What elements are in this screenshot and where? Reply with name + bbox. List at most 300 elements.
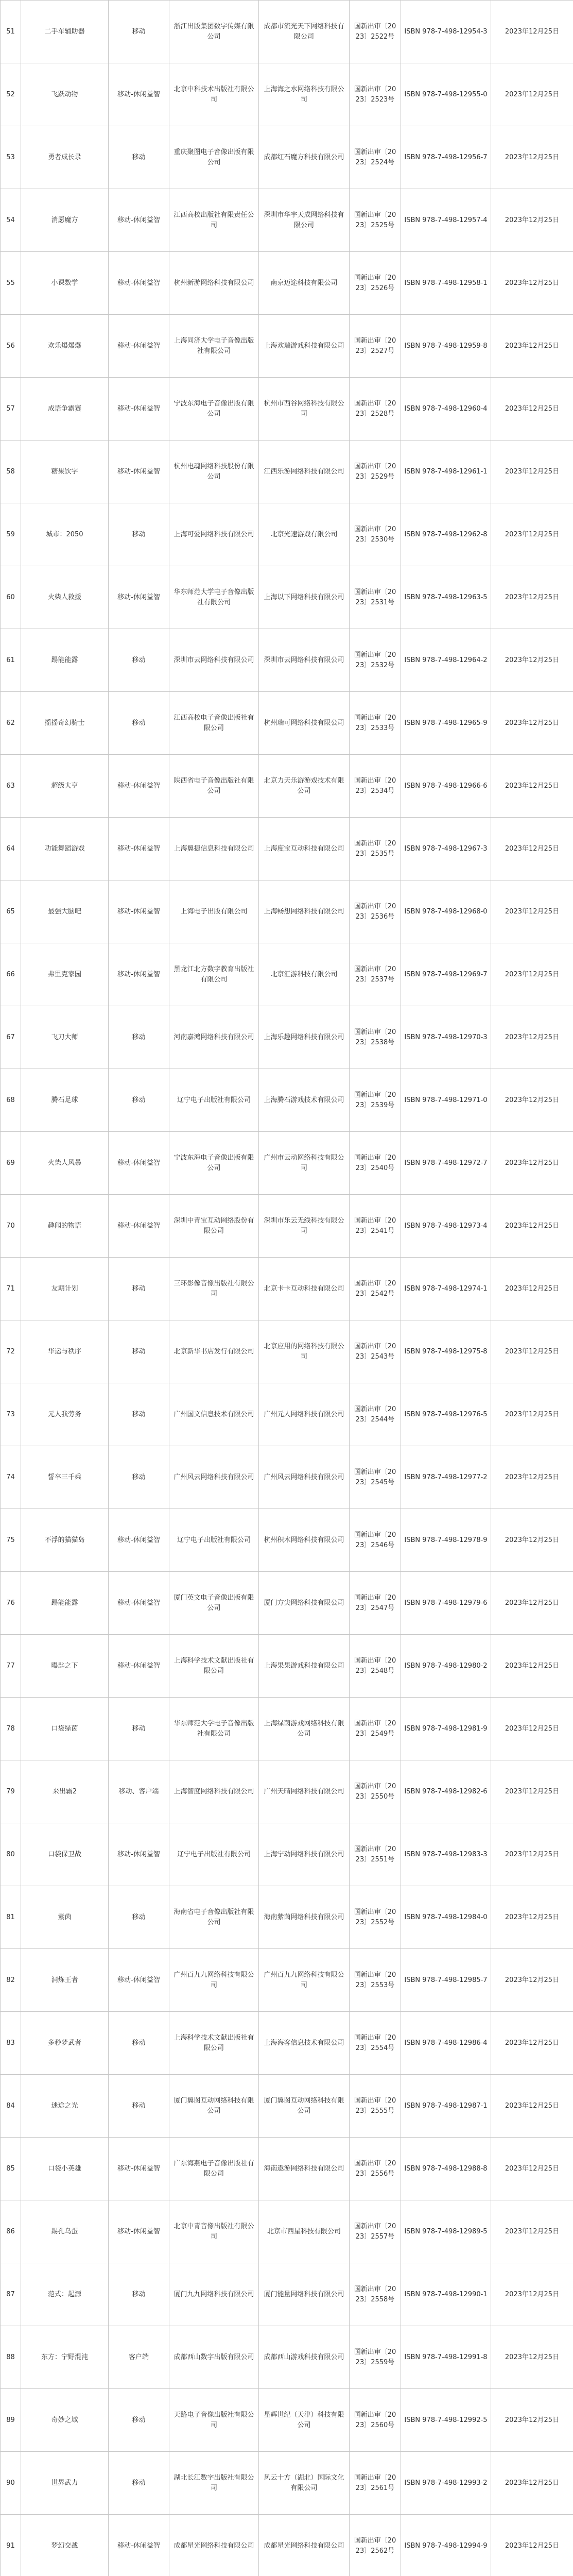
approval-date: 2023年12月25日 (491, 503, 573, 566)
game-type: 移动-休闲益智 (109, 943, 169, 1006)
publisher-name: 华东师范大学电子音像出版社有限公司 (169, 1698, 259, 1760)
publisher-name: 广东海燕电子音像出版社有限公司 (169, 2138, 259, 2200)
approval-number: 国新出审〔2023〕2555号 (350, 2075, 401, 2138)
row-index: 88 (1, 2326, 21, 2389)
approval-number: 国新出审〔2023〕2524号 (350, 126, 401, 189)
row-index: 63 (1, 755, 21, 818)
approval-number: 国新出审〔2023〕2533号 (350, 692, 401, 755)
game-name: 口袋小英雄 (21, 2138, 109, 2200)
row-index: 73 (1, 1383, 21, 1446)
publisher-name: 上海电子出版有限公司 (169, 880, 259, 943)
approval-number: 国新出审〔2023〕2536号 (350, 880, 401, 943)
approval-number: 国新出审〔2023〕2551号 (350, 1823, 401, 1886)
row-index: 64 (1, 818, 21, 880)
game-type: 移动-休闲益智 (109, 755, 169, 818)
game-name: 城市：2050 (21, 503, 109, 566)
table-row (1, 1006, 573, 1069)
approval-number: 国新出审〔2023〕2560号 (350, 2389, 401, 2452)
operator-name: 江西乐游网络科技有限公司 (259, 440, 350, 503)
approval-date: 2023年12月25日 (491, 1320, 573, 1383)
isbn-number: ISBN 978-7-498-12984-0 (401, 1886, 491, 1949)
operator-name: 成都红石魔方科技有限公司 (259, 126, 350, 189)
publisher-name: 海南省电子音像出版社有限公司 (169, 1886, 259, 1949)
publisher-name: 广州百九九网络科技有限公司 (169, 1949, 259, 2012)
approval-number: 国新出审〔2023〕2532号 (350, 629, 401, 692)
approval-number: 国新出审〔2023〕2528号 (350, 378, 401, 440)
operator-name: 深圳市华宇天成网络科技有限公司 (259, 189, 350, 252)
game-type: 移动-休闲益智 (109, 1195, 169, 1258)
game-type: 移动-休闲益智 (109, 252, 169, 315)
approval-date: 2023年12月25日 (491, 1258, 573, 1320)
isbn-number: ISBN 978-7-498-12980-2 (401, 1635, 491, 1698)
game-name: 小课数学 (21, 252, 109, 315)
publisher-name: 杭州新游网络科技有限公司 (169, 252, 259, 315)
table-row (1, 1446, 573, 1509)
table-row (1, 1195, 573, 1258)
table-row (1, 566, 573, 629)
publisher-name: 上海科学技术文献出版社有限公司 (169, 1635, 259, 1698)
approval-date: 2023年12月25日 (491, 2200, 573, 2263)
game-name: 迷途之光 (21, 2075, 109, 2138)
game-name: 元人我劳务 (21, 1383, 109, 1446)
table-row (1, 1069, 573, 1132)
isbn-number: ISBN 978-7-498-12955-0 (401, 63, 491, 126)
operator-name: 广州天晴网络科技有限公司 (259, 1760, 350, 1823)
approval-number: 国新出审〔2023〕2548号 (350, 1635, 401, 1698)
isbn-number: ISBN 978-7-498-12985-7 (401, 1949, 491, 2012)
approval-date: 2023年12月25日 (491, 2138, 573, 2200)
table-row (1, 2012, 573, 2075)
approval-number: 国新出审〔2023〕2556号 (350, 2138, 401, 2200)
operator-name: 厦门能量网络科技有限公司 (259, 2263, 350, 2326)
approval-date: 2023年12月25日 (491, 2075, 573, 2138)
game-name: 口袋保卫战 (21, 1823, 109, 1886)
row-index: 87 (1, 2263, 21, 2326)
approval-number: 国新出审〔2023〕2531号 (350, 566, 401, 629)
game-type: 移动-休闲益智 (109, 566, 169, 629)
operator-name: 上海宁动网络科技有限公司 (259, 1823, 350, 1886)
game-name: 二手车辅助器 (21, 1, 109, 63)
game-type: 移动-休闲益智 (109, 880, 169, 943)
game-name: 火柴人救援 (21, 566, 109, 629)
publisher-name: 杭州电魂网络科技股份有限公司 (169, 440, 259, 503)
approval-date: 2023年12月25日 (491, 2515, 573, 2576)
game-type: 移动 (109, 1698, 169, 1760)
operator-name: 北京光速游戏有限公司 (259, 503, 350, 566)
game-type: 移动 (109, 2452, 169, 2515)
approval-date: 2023年12月25日 (491, 440, 573, 503)
game-type: 移动 (109, 1069, 169, 1132)
isbn-number: ISBN 978-7-498-12959-8 (401, 315, 491, 378)
table-row (1, 1760, 573, 1823)
game-name: 腾石足球 (21, 1069, 109, 1132)
approval-number: 国新出审〔2023〕2537号 (350, 943, 401, 1006)
isbn-number: ISBN 978-7-498-12970-3 (401, 1006, 491, 1069)
table-body (1, 1, 573, 2576)
row-index: 61 (1, 629, 21, 692)
game-type: 移动-休闲益智 (109, 2515, 169, 2576)
row-index: 82 (1, 1949, 21, 2012)
approval-date: 2023年12月25日 (491, 189, 573, 252)
table-row (1, 1258, 573, 1320)
game-type: 移动-休闲益智 (109, 315, 169, 378)
approval-date: 2023年12月25日 (491, 1635, 573, 1698)
operator-name: 北京市西星科技有限公司 (259, 2200, 350, 2263)
table-row (1, 126, 573, 189)
game-type: 移动-休闲益智 (109, 1823, 169, 1886)
approval-number: 国新出审〔2023〕2550号 (350, 1760, 401, 1823)
row-index: 89 (1, 2389, 21, 2452)
operator-name: 北京应用的网络科技有限公司 (259, 1320, 350, 1383)
game-name: 来出霸2 (21, 1760, 109, 1823)
operator-name: 北京卡卡互动科技有限公司 (259, 1258, 350, 1320)
isbn-number: ISBN 978-7-498-12972-7 (401, 1132, 491, 1195)
approval-number: 国新出审〔2023〕2558号 (350, 2263, 401, 2326)
publisher-name: 辽宁电子出版社有限公司 (169, 1509, 259, 1572)
approval-date: 2023年12月25日 (491, 1760, 573, 1823)
table-row (1, 2263, 573, 2326)
publisher-name: 厦门九九网络科技有限公司 (169, 2263, 259, 2326)
operator-name: 杭州积木网络科技有限公司 (259, 1509, 350, 1572)
row-index: 69 (1, 1132, 21, 1195)
game-name: 成语争霸赛 (21, 378, 109, 440)
game-name: 趣闻的物语 (21, 1195, 109, 1258)
table-row (1, 1383, 573, 1446)
table-row (1, 2326, 573, 2389)
publisher-name: 宁波东海电子音像出版有限公司 (169, 378, 259, 440)
table-row (1, 1949, 573, 2012)
approval-number: 国新出审〔2023〕2554号 (350, 2012, 401, 2075)
approval-number: 国新出审〔2023〕2544号 (350, 1383, 401, 1446)
isbn-number: ISBN 978-7-498-12990-1 (401, 2263, 491, 2326)
table-row (1, 2200, 573, 2263)
approval-date: 2023年12月25日 (491, 1886, 573, 1949)
publisher-name: 成都西山数字出版有限公司 (169, 2326, 259, 2389)
game-name: 火柴人风暴 (21, 1132, 109, 1195)
operator-name: 上海腾石游戏技术有限公司 (259, 1069, 350, 1132)
isbn-number: ISBN 978-7-498-12992-5 (401, 2389, 491, 2452)
row-index: 91 (1, 2515, 21, 2576)
operator-name: 海南遨游网络科技有限公司 (259, 2138, 350, 2200)
game-type: 移动-休闲益智 (109, 1635, 169, 1698)
game-type: 移动 (109, 1006, 169, 1069)
publisher-name: 上海同济大学电子音像出版社有限公司 (169, 315, 259, 378)
table-row (1, 755, 573, 818)
publisher-name: 河南嘉鸿网络科技有限公司 (169, 1006, 259, 1069)
row-index: 71 (1, 1258, 21, 1320)
publisher-name: 辽宁电子出版社有限公司 (169, 1823, 259, 1886)
operator-name: 上海度宝互动科技有限公司 (259, 818, 350, 880)
table-row (1, 1886, 573, 1949)
approval-number: 国新出审〔2023〕2547号 (350, 1572, 401, 1635)
approval-date: 2023年12月25日 (491, 1446, 573, 1509)
publisher-name: 浙江出版集团数字传媒有限公司 (169, 1, 259, 63)
row-index: 79 (1, 1760, 21, 1823)
table-row (1, 1635, 573, 1698)
operator-name: 厦门翼图互动网络科技有限公司 (259, 2075, 350, 2138)
approval-date: 2023年12月25日 (491, 1, 573, 63)
publisher-name: 广州风云网络科技有限公司 (169, 1446, 259, 1509)
game-type: 移动-休闲益智 (109, 1949, 169, 2012)
isbn-number: ISBN 978-7-498-12981-9 (401, 1698, 491, 1760)
isbn-number: ISBN 978-7-498-12975-8 (401, 1320, 491, 1383)
game-type: 客户端 (109, 2326, 169, 2389)
game-name: 洞炼王者 (21, 1949, 109, 2012)
publisher-name: 江西高校电子音像出版社有限公司 (169, 692, 259, 755)
approval-number: 国新出审〔2023〕2552号 (350, 1886, 401, 1949)
game-type: 移动 (109, 629, 169, 692)
row-index: 67 (1, 1006, 21, 1069)
isbn-number: ISBN 978-7-498-12991-8 (401, 2326, 491, 2389)
publisher-name: 深圳中青宝互动网络股份有限公司 (169, 1195, 259, 1258)
table-row (1, 692, 573, 755)
approval-number: 国新出审〔2023〕2529号 (350, 440, 401, 503)
isbn-number: ISBN 978-7-498-12983-3 (401, 1823, 491, 1886)
operator-name: 风云十方（湖北）国际文化有限公司 (259, 2452, 350, 2515)
approval-date: 2023年12月25日 (491, 566, 573, 629)
row-index: 85 (1, 2138, 21, 2200)
operator-name: 星辉世纪（天津）科技有限公司 (259, 2389, 350, 2452)
game-name: 消愿魔方 (21, 189, 109, 252)
publisher-name: 广州国文信息技术有限公司 (169, 1383, 259, 1446)
approval-number: 国新出审〔2023〕2538号 (350, 1006, 401, 1069)
publisher-name: 北京中青音像出版社有限公司 (169, 2200, 259, 2263)
approval-number: 国新出审〔2023〕2549号 (350, 1698, 401, 1760)
row-index: 90 (1, 2452, 21, 2515)
game-type: 移动 (109, 1320, 169, 1383)
game-type: 移动 (109, 2263, 169, 2326)
isbn-number: ISBN 978-7-498-12967-3 (401, 818, 491, 880)
game-name: 曝匙之下 (21, 1635, 109, 1698)
game-type: 移动 (109, 1, 169, 63)
approval-date: 2023年12月25日 (491, 378, 573, 440)
operator-name: 上海海之水网络科技有限公司 (259, 63, 350, 126)
game-type: 移动 (109, 1446, 169, 1509)
game-name: 踢孔乌蛋 (21, 2200, 109, 2263)
isbn-number: ISBN 978-7-498-12986-4 (401, 2012, 491, 2075)
operator-name: 广州风云网络科技有限公司 (259, 1446, 350, 1509)
game-name: 超级大亨 (21, 755, 109, 818)
publisher-name: 上海科学技术文献出版社有限公司 (169, 2012, 259, 2075)
row-index: 58 (1, 440, 21, 503)
approval-number: 国新出审〔2023〕2543号 (350, 1320, 401, 1383)
row-index: 78 (1, 1698, 21, 1760)
operator-name: 上海以下网络科技有限公司 (259, 566, 350, 629)
table-row (1, 2452, 573, 2515)
game-type: 移动-休闲益智 (109, 189, 169, 252)
approval-date: 2023年12月25日 (491, 1006, 573, 1069)
publisher-name: 深圳市云网络科技有限公司 (169, 629, 259, 692)
row-index: 55 (1, 252, 21, 315)
publisher-name: 上海智度网络科技有限公司 (169, 1760, 259, 1823)
approval-number: 国新出审〔2023〕2525号 (350, 189, 401, 252)
game-type: 移动-休闲益智 (109, 2200, 169, 2263)
row-index: 54 (1, 189, 21, 252)
table-row (1, 1509, 573, 1572)
row-index: 70 (1, 1195, 21, 1258)
table-row (1, 2138, 573, 2200)
approval-number: 国新出审〔2023〕2557号 (350, 2200, 401, 2263)
isbn-number: ISBN 978-7-498-12965-9 (401, 692, 491, 755)
row-index: 75 (1, 1509, 21, 1572)
publisher-name: 湖北长江数字出版社有限公司 (169, 2452, 259, 2515)
publisher-name: 华东师范大学电子音像出版社有限公司 (169, 566, 259, 629)
row-index: 86 (1, 2200, 21, 2263)
operator-name: 深圳市云网络科技有限公司 (259, 629, 350, 692)
table-row (1, 315, 573, 378)
publisher-name: 北京中科技术出版社有限公司 (169, 63, 259, 126)
game-name: 多秒梦武者 (21, 2012, 109, 2075)
game-name: 奇妙之域 (21, 2389, 109, 2452)
table-row (1, 880, 573, 943)
game-type: 移动-休闲益智 (109, 818, 169, 880)
isbn-number: ISBN 978-7-498-12982-6 (401, 1760, 491, 1823)
isbn-number: ISBN 978-7-498-12961-1 (401, 440, 491, 503)
isbn-number: ISBN 978-7-498-12987-1 (401, 2075, 491, 2138)
game-name: 最强大脑吧 (21, 880, 109, 943)
publisher-name: 三环影像音像出版社有限公司 (169, 1258, 259, 1320)
approval-number: 国新出审〔2023〕2561号 (350, 2452, 401, 2515)
operator-name: 广州市云动网络科技有限公司 (259, 1132, 350, 1195)
table-row (1, 1572, 573, 1635)
approval-date: 2023年12月25日 (491, 755, 573, 818)
approval-date: 2023年12月25日 (491, 252, 573, 315)
row-index: 76 (1, 1572, 21, 1635)
publisher-name: 辽宁电子出版社有限公司 (169, 1069, 259, 1132)
approval-date: 2023年12月25日 (491, 629, 573, 692)
approval-date: 2023年12月25日 (491, 2263, 573, 2326)
approval-date: 2023年12月25日 (491, 2452, 573, 2515)
publisher-name: 上海翼捷信息科技有限公司 (169, 818, 259, 880)
approval-date: 2023年12月25日 (491, 126, 573, 189)
row-index: 74 (1, 1446, 21, 1509)
game-name: 誓卒三千乘 (21, 1446, 109, 1509)
approval-number: 国新出审〔2023〕2527号 (350, 315, 401, 378)
game-name: 友期计划 (21, 1258, 109, 1320)
game-name: 世界武力 (21, 2452, 109, 2515)
game-type: 移动 (109, 1383, 169, 1446)
row-index: 81 (1, 1886, 21, 1949)
table-row (1, 1698, 573, 1760)
approval-date: 2023年12月25日 (491, 943, 573, 1006)
game-type: 移动-休闲益智 (109, 440, 169, 503)
game-name: 踢能能露 (21, 629, 109, 692)
row-index: 66 (1, 943, 21, 1006)
approval-date: 2023年12月25日 (491, 1698, 573, 1760)
approval-date: 2023年12月25日 (491, 1509, 573, 1572)
game-type: 移动 (109, 1886, 169, 1949)
table-row (1, 2075, 573, 2138)
operator-name: 广州百九九网络科技有限公司 (259, 1949, 350, 2012)
isbn-number: ISBN 978-7-498-12964-2 (401, 629, 491, 692)
game-name: 欢乐爆爆爆 (21, 315, 109, 378)
operator-name: 上海畅想网络科技有限公司 (259, 880, 350, 943)
isbn-number: ISBN 978-7-498-12960-4 (401, 378, 491, 440)
row-index: 65 (1, 880, 21, 943)
isbn-number: ISBN 978-7-498-12976-5 (401, 1383, 491, 1446)
isbn-number: ISBN 978-7-498-12968-0 (401, 880, 491, 943)
game-type: 移动 (109, 2012, 169, 2075)
operator-name: 杭州市西谷网络科技有限公司 (259, 378, 350, 440)
table-row (1, 503, 573, 566)
row-index: 83 (1, 2012, 21, 2075)
game-type: 移动 (109, 126, 169, 189)
operator-name: 上海绿茵游戏网络科技有限公司 (259, 1698, 350, 1760)
game-name: 糖果饮字 (21, 440, 109, 503)
approval-number: 国新出审〔2023〕2562号 (350, 2515, 401, 2576)
row-index: 77 (1, 1635, 21, 1698)
game-name: 范式：起源 (21, 2263, 109, 2326)
table-row (1, 1, 573, 63)
publisher-name: 天路电子音像出版社有限公司 (169, 2389, 259, 2452)
game-type: 移动-休闲益智 (109, 1509, 169, 1572)
isbn-number: ISBN 978-7-498-12962-8 (401, 503, 491, 566)
isbn-number: ISBN 978-7-498-12993-2 (401, 2452, 491, 2515)
game-type: 移动 (109, 692, 169, 755)
publisher-name: 陕西省电子音像出版社有限公司 (169, 755, 259, 818)
operator-name: 北京汇游科技有限公司 (259, 943, 350, 1006)
isbn-number: ISBN 978-7-498-12957-4 (401, 189, 491, 252)
game-name: 飞刀大师 (21, 1006, 109, 1069)
publisher-name: 江西高校出版社有限责任公司 (169, 189, 259, 252)
isbn-number: ISBN 978-7-498-12979-6 (401, 1572, 491, 1635)
isbn-number: ISBN 978-7-498-12978-9 (401, 1509, 491, 1572)
game-type: 移动-休闲益智 (109, 63, 169, 126)
operator-name: 海南紫茵网络科技有限公司 (259, 1886, 350, 1949)
isbn-number: ISBN 978-7-498-12963-5 (401, 566, 491, 629)
operator-name: 成都星光网络科技有限公司 (259, 2515, 350, 2576)
game-type: 移动-休闲益智 (109, 378, 169, 440)
approval-date: 2023年12月25日 (491, 63, 573, 126)
game-type: 移动 (109, 2075, 169, 2138)
approval-number: 国新出审〔2023〕2539号 (350, 1069, 401, 1132)
row-index: 60 (1, 566, 21, 629)
game-type: 移动 (109, 503, 169, 566)
game-type: 移动 (109, 1258, 169, 1320)
approval-number: 国新出审〔2023〕2541号 (350, 1195, 401, 1258)
game-name: 摇摇奇幻骑士 (21, 692, 109, 755)
game-name: 功能舞蹈游戏 (21, 818, 109, 880)
row-index: 84 (1, 2075, 21, 2138)
table-row (1, 1823, 573, 1886)
isbn-number: ISBN 978-7-498-12989-5 (401, 2200, 491, 2263)
row-index: 57 (1, 378, 21, 440)
isbn-number: ISBN 978-7-498-12971-0 (401, 1069, 491, 1132)
game-name: 弗里克家园 (21, 943, 109, 1006)
isbn-number: ISBN 978-7-498-12966-6 (401, 755, 491, 818)
game-type: 移动、客户端 (109, 1760, 169, 1823)
approval-number: 国新出审〔2023〕2522号 (350, 1, 401, 63)
table-row (1, 2515, 573, 2576)
approval-date: 2023年12月25日 (491, 2326, 573, 2389)
approval-number: 国新出审〔2023〕2523号 (350, 63, 401, 126)
approval-number: 国新出审〔2023〕2540号 (350, 1132, 401, 1195)
approval-number: 国新出审〔2023〕2530号 (350, 503, 401, 566)
game-type: 移动-休闲益智 (109, 1132, 169, 1195)
publisher-name: 重庆聚图电子音像出版有限公司 (169, 126, 259, 189)
row-index: 51 (1, 1, 21, 63)
publisher-name: 北京新华书店发行有限公司 (169, 1320, 259, 1383)
approval-date: 2023年12月25日 (491, 1572, 573, 1635)
isbn-number: ISBN 978-7-498-12988-8 (401, 2138, 491, 2200)
game-name: 口袋绿茵 (21, 1698, 109, 1760)
row-index: 56 (1, 315, 21, 378)
game-name: 不浮的猫猫岛 (21, 1509, 109, 1572)
row-index: 52 (1, 63, 21, 126)
approval-number: 国新出审〔2023〕2553号 (350, 1949, 401, 2012)
game-name: 东方：宁野混沌 (21, 2326, 109, 2389)
table-row (1, 1132, 573, 1195)
